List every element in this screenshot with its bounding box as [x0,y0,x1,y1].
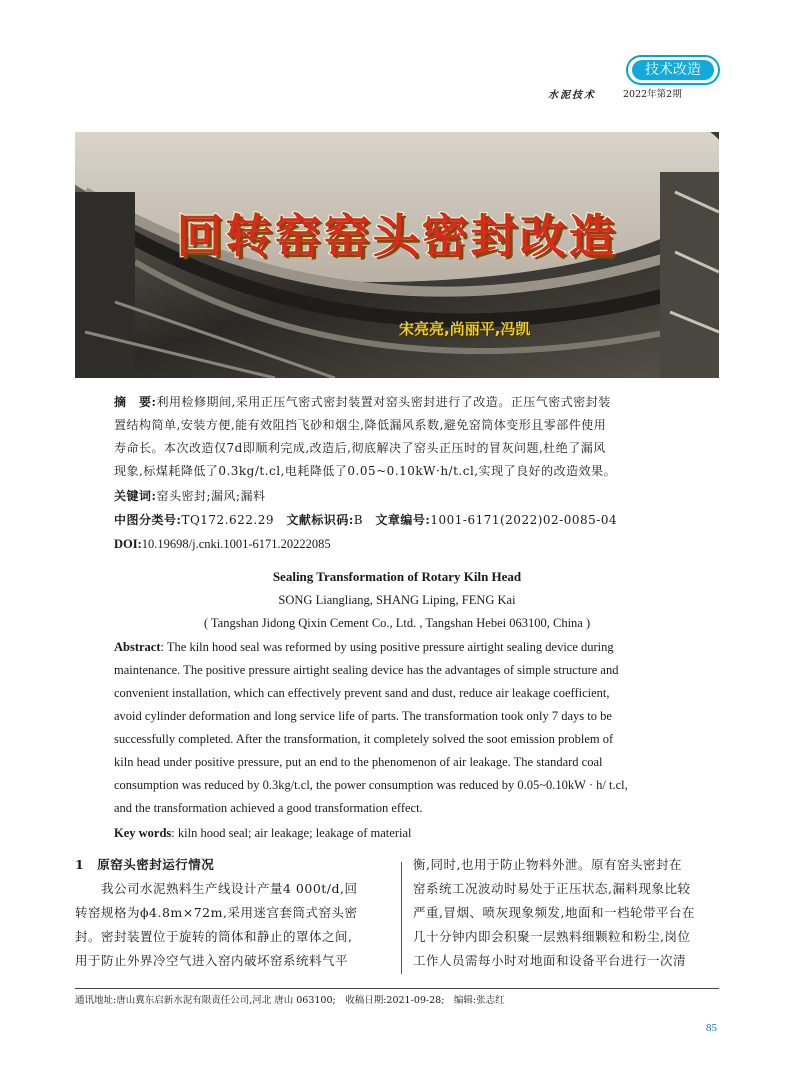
en-abstract-label: Abstract [114,640,161,654]
body-line: 衡,同时,也用于防止物料外泄。原有窑头密封在 [413,857,682,872]
en-abstract-line: kiln head under positive pressure, put an end to the phenomenon of air leakage. The standard coal [114,755,603,769]
column-divider [401,862,402,974]
en-abstract-line: consumption was reduced by 0.3kg/t.cl, the power consumption was reduced by 0.05~0.10kW · h/ t.cl, [114,778,628,792]
en-abstract-line: maintenance. The positive pressure airtight sealing device has the advantages of simple structure and [114,663,619,677]
page-number: 85 [706,1022,717,1034]
section-tag [626,55,720,85]
body-right-column [413,853,723,973]
en-abstract-line: avoid cylinder deformation and long service life of parts. The transformation took only 7 days to be [114,709,612,723]
footnote-rule [75,988,719,989]
body-line: 严重,冒烟、喷灰现象频发,地面和一档轮带平台在 [413,905,695,920]
cn-abstract [114,391,682,483]
body-line: 几十分钟内即会积聚一层熟料细颗粒和粉尘,岗位 [413,929,691,944]
en-abstract-line: convenient installation, which can effectively prevent sand and dust, reduce air leakage coefficient, [114,686,610,700]
body-line: 窑系统工况波动时易处于正压状态,漏料现象比较 [413,881,691,896]
section-tag-label: 技术改造 [632,60,714,80]
cn-abstract-label: 摘 要: [114,395,157,409]
issue-label: 2022年第2期 [623,89,682,100]
footnote: 通讯地址:唐山冀东启新水泥有限责任公司,河北 唐山 063100; 收稿日期:2021-09-28; 编辑:张志红 [75,995,505,1006]
body-line: 用于防止外界冷空气进入窑内破坏窑系统料气平 [75,953,349,968]
cn-abstract-line: 置结构简单,安装方便,能有效阻挡飞砂和烟尘,降低漏风系数,避免窑筒体变形且零部件使用 [114,418,607,432]
body-line: 工作人员需每小时对地面和设备平台进行一次清 [413,953,687,968]
body-line: 转窑规格为ϕ4.8m×72m,采用迷宫套筒式窑头密 [75,905,358,920]
hero-banner [75,132,719,378]
body-line: 我公司水泥熟料生产线设计产量4 000t/d,回 [75,881,358,896]
journal-name: 水泥技术 [548,90,596,101]
cn-abstract-line: 摘 要:利用检修期间,采用正压气密式密封装置对窑头密封进行了改造。正压气密式密封装 [114,395,611,409]
en-abstract-line: and the transformation achieved a good transformation effect. [114,801,423,815]
article-title-cn: 回转窑窑头密封改造 [176,209,618,263]
authors-cn: 宋亮亮,尚丽平,冯凯 [399,320,531,338]
classification-line: 中图分类号:TQ172.622.29 文献标识码:B 文章编号:1001-6171(2022)02-0085-04 [114,513,618,527]
cn-abstract-line: 寿命长。本次改造仅7d即顺利完成,改造后,彻底解决了窑头正压时的冒灰问题,杜绝了漏风 [114,441,606,455]
authors-en: SONG Liangliang, SHANG Liping, FENG Kai [278,593,516,607]
body-left-column [75,853,385,973]
cn-abstract-line: 现象,标煤耗降低了0.3kg/t.cl,电耗降低了0.05~0.10kW·h/t.cl,实现了良好的改造效果。 [114,464,617,478]
affiliation-en: ( Tangshan Jidong Qixin Cement Co., Ltd. , Tangshan Hebei 063100, China ) [203,616,591,630]
en-abstract-line: Abstract: The kiln hood seal was reformed by using positive pressure airtight sealing device during [114,640,614,654]
en-abstract-line: successfully completed. After the transformation, it completely solved the soot emission problem of [114,732,614,746]
en-abstract [114,636,682,820]
article-title-en: Sealing Transformation of Rotary Kiln Head [272,569,522,584]
body-line: 封。密封装置位于旋转的筒体和静止的罩体之间, [75,929,353,944]
section-heading: 1 原窑头密封运行情况 [75,857,215,872]
doi-line: DOI:10.19698/j.cnki.1001-6171.20222085 [114,537,331,551]
en-keywords: Key words: kiln hood seal; air leakage; leakage of material [114,826,412,840]
cn-keywords: 关键词:窑头密封;漏风;漏料 [114,489,266,503]
